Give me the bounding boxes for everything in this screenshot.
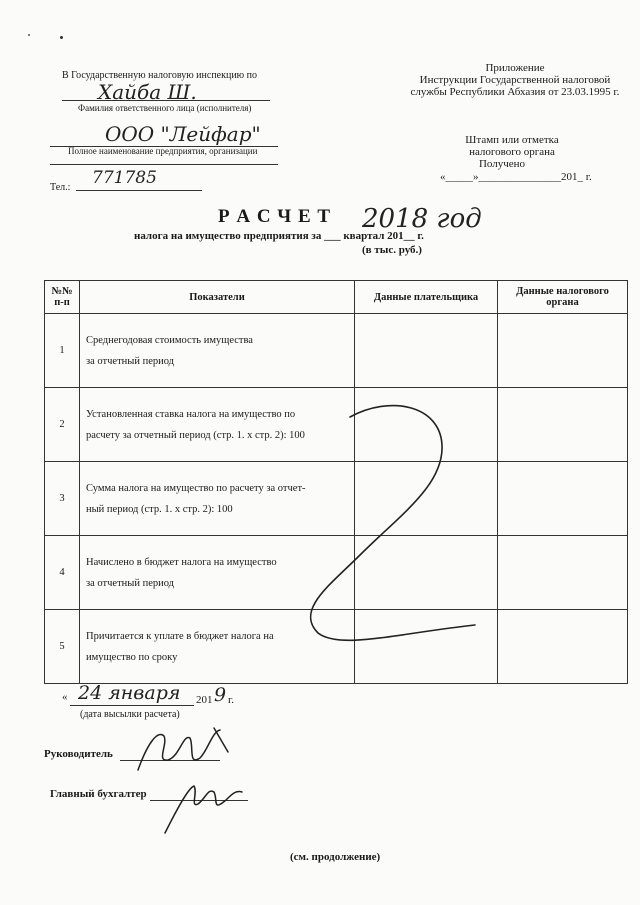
row-number: 1 [45, 314, 80, 388]
stamp-label: Штамп или отметка [465, 134, 559, 146]
appendix-title: Приложение [485, 62, 545, 74]
row-description-line: Начислено в бюджет налога на имущество [86, 556, 277, 568]
header-tax-authority-data: Данные налогового органа [498, 281, 628, 314]
inspection-label: В Государственную налоговую инспекцию по [62, 70, 257, 81]
payer-data-cell[interactable] [355, 314, 498, 388]
row-description-line: за отчетный период [86, 577, 175, 589]
table-header-row [45, 281, 628, 314]
date-line [70, 705, 194, 706]
accountant-signature [150, 778, 250, 838]
dispatch-date-caption: (дата высылки расчета) [80, 709, 180, 720]
phone-value: 771785 [92, 168, 157, 188]
handwritten-scribble [290, 395, 480, 650]
row-number: 5 [45, 610, 80, 684]
phone-line [76, 190, 202, 191]
year-suffix: г. [228, 694, 235, 706]
responsible-person-caption: Фамилия ответственного лица (исполнителя) [78, 103, 252, 113]
tax-authority-data-cell [498, 388, 628, 462]
handwritten-year: 2018 год [362, 204, 482, 234]
tax-authority-data-cell [498, 536, 628, 610]
row-description-line: Установленная ставка налога на имущество по [86, 408, 296, 420]
row-description-line: ный период (стр. 1. х стр. 2): 100 [86, 503, 233, 515]
header-payer-data: Данные плательщика [355, 281, 498, 314]
organization-value: ООО "Лейфар" [105, 122, 261, 146]
organization-line-2 [50, 164, 278, 165]
date-open-quote: « [62, 691, 68, 703]
phone-label: Тел.: [50, 182, 71, 193]
received-label: Получено [478, 158, 526, 170]
dispatch-date-value: 24 января [78, 682, 181, 704]
scan-speck [60, 36, 63, 39]
appendix-line-3: службы Республики Абхазия от 23.03.1995 г. [410, 86, 620, 98]
row-description-line: имущество по сроку [86, 651, 178, 663]
year-prefix: 201 [196, 694, 213, 706]
organization-caption: Полное наименование предприятия, организации [68, 146, 258, 156]
document-subtitle: налога на имущество предприятия за ___ квартал 201__ г. [134, 230, 424, 242]
director-label: Руководитель [44, 748, 113, 760]
row-number: 3 [45, 462, 80, 536]
appendix-line-2: Инструкции Государственной налоговой [419, 74, 611, 86]
received-date-line: «_____»_______________201_ г. [440, 171, 592, 183]
row-description-line: Сумма налога на имущество по расчету за отчет- [86, 482, 306, 494]
accountant-label: Главный бухгалтер [50, 788, 147, 800]
row-description-line: Причитается к уплате в бюджет налога на [86, 630, 274, 642]
table-row [45, 314, 628, 388]
units-label: (в тыс. руб.) [362, 244, 422, 256]
row-description-line: за отчетный период [86, 355, 175, 367]
header-number: №№ п-п [45, 281, 80, 314]
year-handwritten: 9 [214, 684, 227, 706]
row-number: 4 [45, 536, 80, 610]
document-title: Р А С Ч Е Т [218, 206, 332, 227]
header-indicators: Показатели [80, 281, 355, 314]
row-description [80, 314, 355, 388]
tax-authority-data-cell [498, 314, 628, 388]
scan-speck [28, 34, 30, 36]
director-signature [128, 722, 238, 782]
row-description-line: расчету за отчетный период (стр. 1. х стр. 2): 100 [86, 429, 305, 441]
continuation-note: (см. продолжение) [290, 851, 381, 863]
row-description-line: Среднегодовая стоимость имущества [86, 334, 253, 346]
responsible-person-value: Хайба Ш. [98, 80, 197, 104]
stamp-label-2: налогового органа [469, 146, 555, 158]
row-number: 2 [45, 388, 80, 462]
tax-authority-data-cell [498, 610, 628, 684]
tax-authority-data-cell [498, 462, 628, 536]
